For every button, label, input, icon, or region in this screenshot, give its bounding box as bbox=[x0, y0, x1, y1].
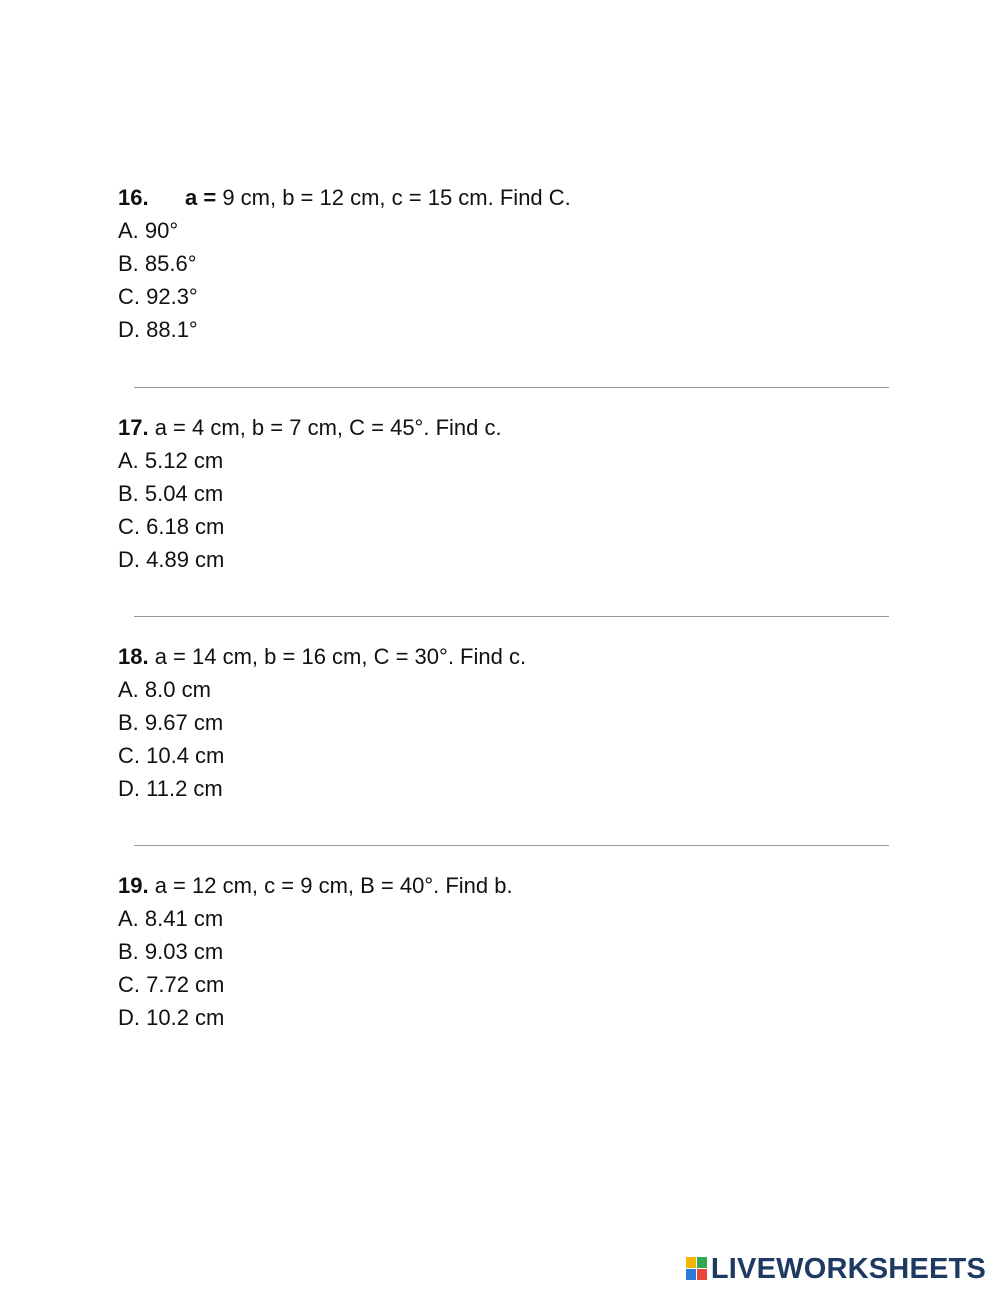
question-number: 17. bbox=[118, 415, 149, 440]
question-text: a = 4 cm, b = 7 cm, C = 45°. Find c. bbox=[148, 415, 502, 440]
question-stem bbox=[118, 411, 898, 444]
divider bbox=[134, 845, 889, 846]
question-prefix: a = bbox=[185, 185, 217, 210]
question-number: 19. bbox=[118, 873, 149, 898]
logo-block-3 bbox=[686, 1269, 696, 1280]
logo-block-1 bbox=[686, 1257, 696, 1268]
question-19 bbox=[118, 869, 898, 1034]
logo-block-2 bbox=[697, 1257, 707, 1268]
answer-option-a[interactable]: A. 5.12 cm bbox=[118, 448, 224, 473]
question-stem bbox=[118, 869, 898, 902]
question-text: a = 14 cm, b = 16 cm, C = 30°. Find c. bbox=[148, 644, 527, 669]
question-text: 9 cm, b = 12 cm, c = 15 cm. Find C. bbox=[216, 185, 571, 210]
question-16 bbox=[118, 181, 898, 346]
answer-option-d[interactable]: D. 11.2 cm bbox=[118, 776, 223, 801]
answer-option-c[interactable]: C. 7.72 cm bbox=[118, 972, 225, 997]
answer-option-c[interactable]: C. 6.18 cm bbox=[118, 514, 225, 539]
question-18 bbox=[118, 640, 898, 805]
answer-option-a[interactable]: A. 8.41 cm bbox=[118, 906, 224, 931]
logo-block-4 bbox=[697, 1269, 707, 1280]
answer-option-d[interactable]: D. 4.89 cm bbox=[118, 547, 225, 572]
liveworksheets-logo bbox=[686, 1252, 986, 1286]
answer-option-c[interactable]: C. 10.4 cm bbox=[118, 743, 225, 768]
question-number: 18. bbox=[118, 644, 149, 669]
answer-option-b[interactable]: B. 9.67 cm bbox=[118, 710, 224, 735]
divider bbox=[134, 616, 889, 617]
answer-option-b[interactable]: B. 85.6° bbox=[118, 251, 197, 276]
divider bbox=[134, 387, 889, 388]
question-text: a = 12 cm, c = 9 cm, B = 40°. Find b. bbox=[148, 873, 513, 898]
answer-option-b[interactable]: B. 9.03 cm bbox=[118, 939, 224, 964]
answer-option-d[interactable]: D. 88.1° bbox=[118, 317, 198, 342]
answer-option-d[interactable]: D. 10.2 cm bbox=[118, 1005, 225, 1030]
answer-option-a[interactable]: A. 8.0 cm bbox=[118, 677, 211, 702]
answer-option-a[interactable]: A. 90° bbox=[118, 218, 179, 243]
question-stem bbox=[118, 640, 898, 673]
question-number: 16. bbox=[118, 185, 149, 210]
logo-text: LIVEWORKSHEETS bbox=[710, 1252, 986, 1285]
answer-option-c[interactable]: C. 92.3° bbox=[118, 284, 198, 309]
question-17 bbox=[118, 411, 898, 576]
answer-option-b[interactable]: B. 5.04 cm bbox=[118, 481, 224, 506]
liveworksheets-logo-icon bbox=[686, 1257, 708, 1281]
question-stem bbox=[118, 181, 898, 214]
